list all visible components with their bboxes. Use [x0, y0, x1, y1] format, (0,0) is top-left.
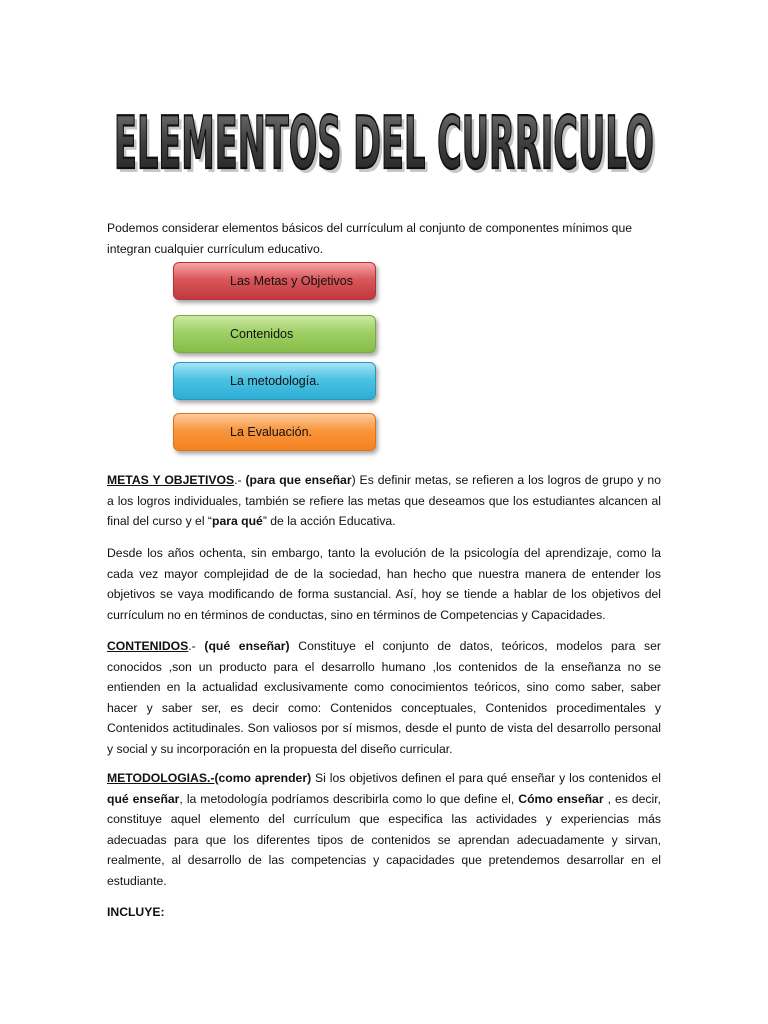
metodologias-bold-b: Cómo enseñar [518, 791, 604, 806]
metas-text-a: ) Es definir metas, se refieren a los logros de grupo y no a los logros individuales, también se refiere las metas que deseamos que los estudiantes alcancen al final del curso y el “ [107, 473, 661, 528]
contenidos-paragraph [107, 636, 661, 759]
metodologias-paragraph [107, 768, 661, 891]
document-title [100, 80, 670, 192]
metas-text-b: ” de la acción Educativa. [262, 514, 396, 528]
metas-sep: .- [234, 473, 246, 487]
metodologias-text-c: , es decir, constituye aquel elemento del currículum que especifica las actividades y experiencias más adecuadas para que los diferentes tipos de contenidos se aprendan adecuadamente y sirvan, realmente, al desarrollo de las competencias y capacidades que pretendemos desarrollar en el estudiante. [107, 791, 661, 888]
contenidos-heading: CONTENIDOS [107, 639, 189, 653]
metodologias-question: (como aprender) [214, 771, 312, 785]
metodologias-text-a: Si los objetivos definen el para qué enseñar y los contenidos el [311, 771, 662, 785]
element-box-metas [173, 262, 376, 300]
element-label: La Evaluación. [230, 425, 313, 439]
element-label: La metodología. [230, 374, 320, 388]
metas-paragraph-2: Desde los años ochenta, sin embargo, tanto la evolución de la psicología del aprendizaje, como la cada vez mayor complejidad de de la sociedad, han hecho que nuestra manera de entender los objetivos se vaya modificando de forma sustancial. Así, hoy se tiende a hablar de los objetivos del currículum no en términos de conductas, sino en términos de Competencias y Capacidades. [107, 546, 661, 622]
intro-paragraph: Podemos considerar elementos básicos del currículum al conjunto de componentes mínimos que integran cualquier currículum educativo. [107, 221, 633, 256]
element-label: Las Metas y Objetivos [230, 274, 353, 288]
contenidos-sep: .- [188, 639, 205, 653]
metas-paragraph [107, 470, 661, 532]
metodologias-bold-a: qué enseñar [107, 791, 180, 806]
title-shadow: ELEMENTOS DEL CURRICULO [117, 105, 657, 189]
contenidos-question: (qué enseñar) [204, 639, 290, 653]
element-box-metodologia [173, 362, 376, 400]
element-box-evaluacion [173, 413, 376, 451]
element-box-contenidos [173, 315, 376, 353]
metodologias-heading: METODOLOGIAS.- [107, 771, 215, 785]
metas-heading: METAS Y OBJETIVOS [107, 473, 235, 487]
title-wordart [100, 80, 670, 192]
metas-bold-a: para qué [212, 514, 263, 528]
title-text: ELEMENTOS DEL CURRICULO [114, 101, 654, 185]
element-label: Contenidos [230, 327, 294, 341]
incluye-heading: INCLUYE: [107, 905, 165, 919]
metas-question: (para que enseñar [245, 473, 352, 487]
contenidos-text: Constituye el conjunto de datos, teóricos, modelos para ser conocidos ,son un producto para el desarrollo humano ,los contenidos de la enseñanza no se entienden en la actualidad exclusivamente como conocimientos teóricos, sino como saber, saber hacer y saber ser, es decir como: Contenidos conceptuales, Contenidos procedimentales y Contenidos actitudinales. Son valiosos por sí mismos, desde el punto de vista del desarrollo personal y social y su incorporación en la propuesta del diseño curricular. [107, 639, 661, 756]
metodologias-text-b: , la metodología podríamos describirla como lo que define el, [179, 791, 519, 806]
